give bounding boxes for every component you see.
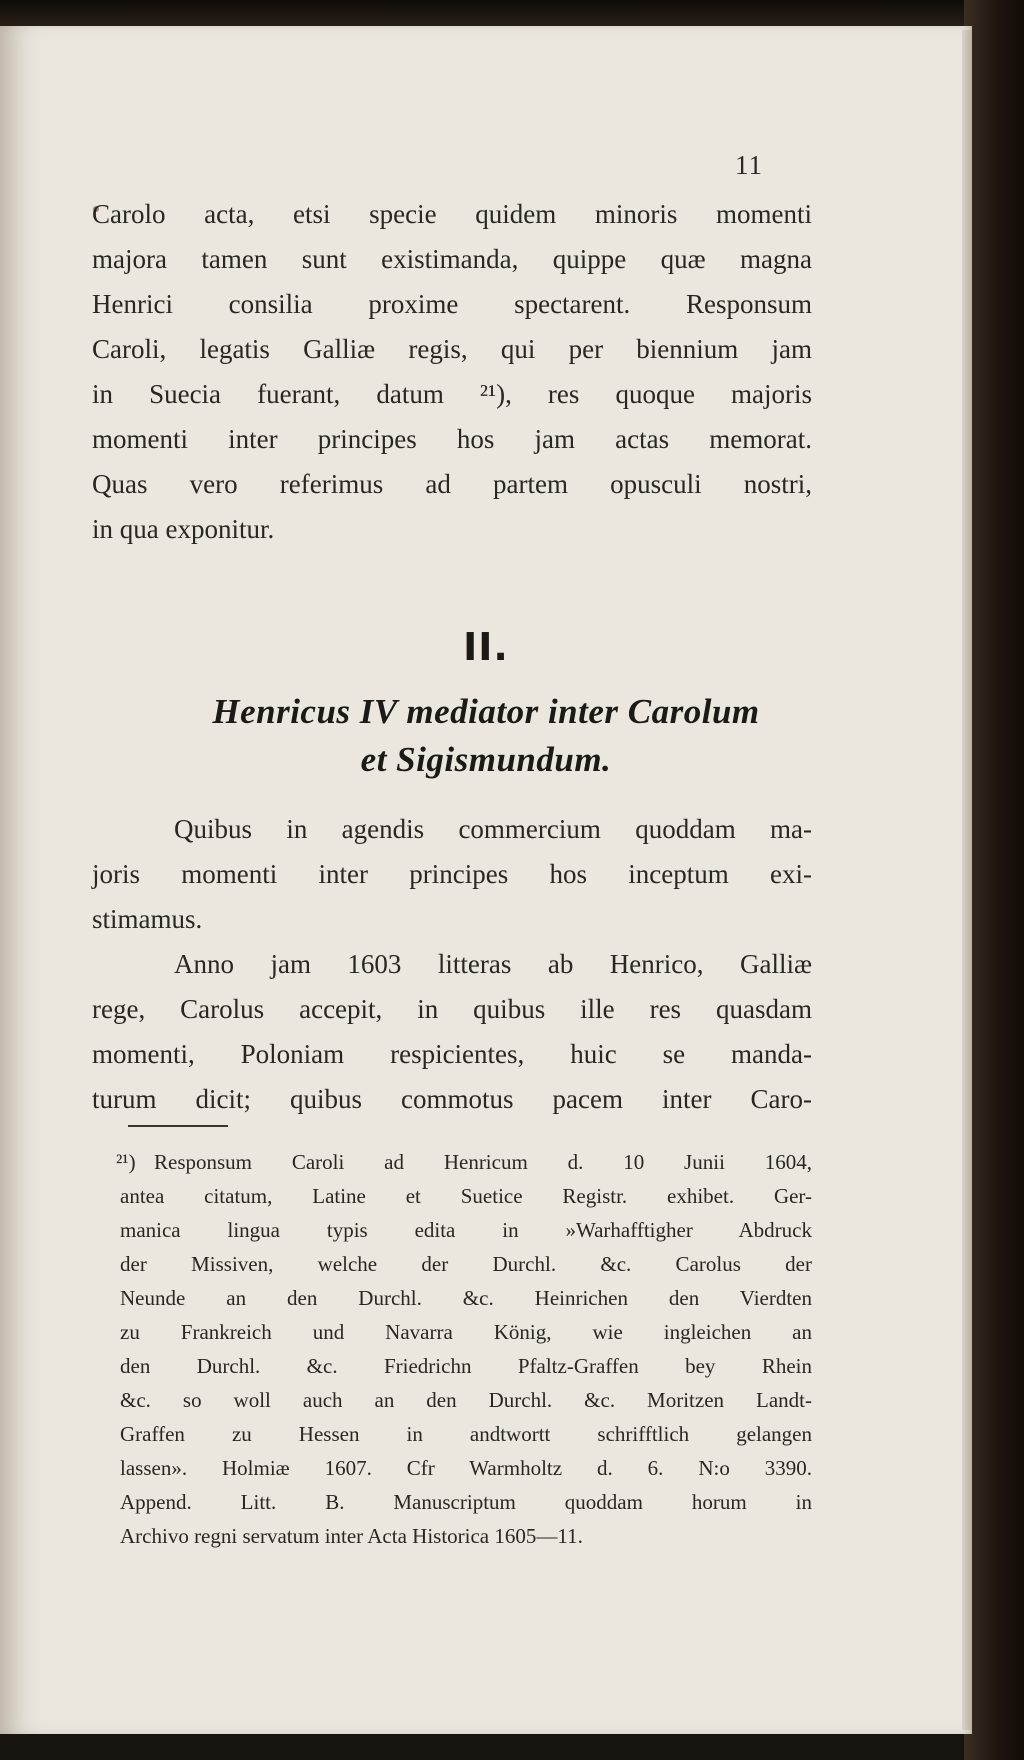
text-line: rege, Carolus accepit, in quibus ille res quasdam xyxy=(92,994,812,1024)
text-line: Carolo acta, etsi specie quidem minoris momenti xyxy=(92,199,812,229)
paragraph-1 xyxy=(92,192,812,552)
page-number: 11 xyxy=(735,150,763,180)
section-title xyxy=(0,688,972,784)
section-numeral: II. xyxy=(463,625,509,669)
text-line: majora tamen sunt existimanda, quippe quæ magna xyxy=(92,244,812,274)
footnote-line: lassen». Holmiæ 1607. Cfr Warmholtz d. 6. N:o 3390. xyxy=(120,1456,812,1480)
paragraph-2 xyxy=(92,807,812,1122)
text-line: turum dicit; quibus commotus pacem inter Caro- xyxy=(92,1084,812,1114)
text-line: in Suecia fuerant, datum ²¹), res quoque majoris xyxy=(92,379,812,409)
footnote-line: den Durchl. &c. Friedrichn Pfaltz-Graffen bey Rhein xyxy=(120,1354,812,1378)
text-line: Quas vero referimus ad partem opusculi nostri, xyxy=(92,469,812,499)
footnote-line: &c. so woll auch an den Durchl. &c. Moritzen Landt- xyxy=(120,1388,812,1412)
text-line: joris momenti inter principes hos inceptum exi- xyxy=(92,859,812,889)
footnote-line: der Missiven, welche der Durchl. &c. Carolus der xyxy=(120,1252,812,1276)
footnote xyxy=(116,1145,812,1553)
text-line: momenti, Poloniam respicientes, huic se manda- xyxy=(92,1039,812,1069)
footnote-rule xyxy=(128,1125,228,1127)
text-line: Caroli, legatis Galliæ regis, qui per biennium jam xyxy=(92,334,812,364)
footnote-line: Neunde an den Durchl. &c. Heinrichen den Vierdten xyxy=(120,1286,812,1310)
footnote-line: antea citatum, Latine et Suetice Registr. exhibet. Ger- xyxy=(120,1184,812,1208)
footnote-line: Archivo regni servatum inter Acta Historica 1605—11. xyxy=(120,1524,583,1548)
footnote-line: Responsum Caroli ad Henricum d. 10 Junii 1604, xyxy=(154,1150,812,1174)
footnote-marker: ²¹) xyxy=(116,1150,136,1174)
text-line: Henrici consilia proxime spectarent. Responsum xyxy=(92,289,812,319)
footnote-line: Append. Litt. B. Manuscriptum quoddam horum in xyxy=(120,1490,812,1514)
text-line: Quibus in agendis commercium quoddam ma- xyxy=(174,814,812,844)
page-edge xyxy=(962,30,972,1730)
footnote-line: zu Frankreich und Navarra König, wie ingleichen an xyxy=(120,1320,812,1344)
text-line: Anno jam 1603 litteras ab Henrico, Galliæ xyxy=(174,949,812,979)
footnote-line: Graffen zu Hessen in andtwortt schrifftlich gelangen xyxy=(120,1422,812,1446)
text-line: in qua exponitur. xyxy=(92,514,275,544)
scan-border-right xyxy=(964,0,1024,1760)
section-title-line: et Sigismundum. xyxy=(360,740,612,779)
footnote-line: manica lingua typis edita in »Warhafftigher Abdruck xyxy=(120,1218,812,1242)
text-line: momenti inter principes hos jam actas memorat. xyxy=(92,424,812,454)
section-title-line: Henricus IV mediator inter Carolum xyxy=(212,692,760,731)
text-line: stimamus. xyxy=(92,904,203,934)
